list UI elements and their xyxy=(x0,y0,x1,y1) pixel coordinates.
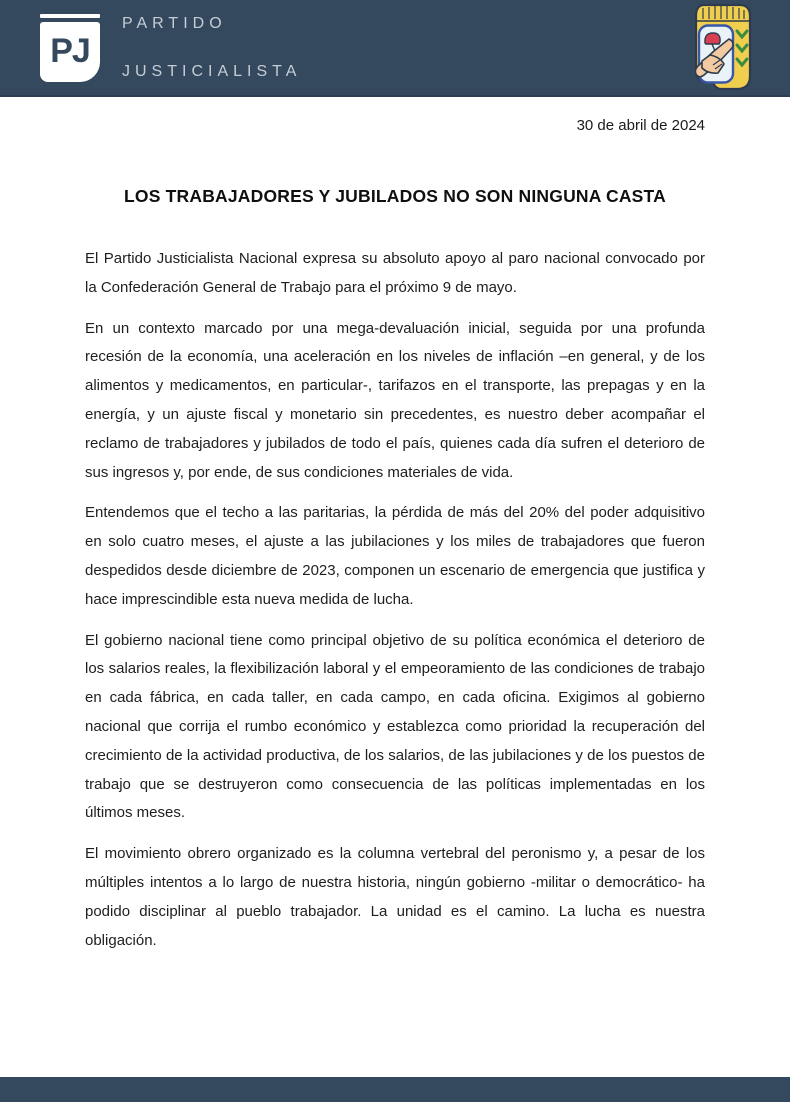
pj-logo-top-bar xyxy=(40,14,100,18)
footer-bar xyxy=(0,1077,790,1102)
org-name-line2: JUSTICIALISTA xyxy=(122,62,302,80)
paragraph: Entendemos que el techo a las paritarias, la pérdida de más del 20% del poder adquisitivo en solo cuatro meses, el ajuste a las jubilaciones y los miles de trabajadores que fueron despedidos desde diciembre de 2023, componen un escenario de emergencia que justifica y hace imprescindible esta nueva medida de lucha. xyxy=(85,504,705,608)
org-name-line1: PARTIDO xyxy=(122,14,227,32)
paragraph: El Partido Justicialista Nacional expresa su absoluto apoyo al paro nacional convocado por la Confederación General de Trabajo para el próximo 9 de mayo. xyxy=(85,250,705,296)
paragraph: El movimiento obrero organizado es la columna vertebral del peronismo y, a pesar de los múltiples intentos a lo largo de nuestra historia, ningún gobierno -militar o democrático- ha podido disciplinar al pueblo trabajador. La unidad es el camino. La lucha es nuestra obligación. xyxy=(85,845,705,949)
pj-logo xyxy=(40,12,301,84)
pj-logo-mark-icon xyxy=(40,14,100,82)
document-date: 30 de abril de 2024 xyxy=(576,117,705,134)
pj-party-crest-icon xyxy=(690,3,754,93)
header-bar xyxy=(0,0,790,97)
pj-logo-initials: PJ xyxy=(50,32,90,70)
document-title: LOS TRABAJADORES Y JUBILADOS NO SON NINGUNA CASTA xyxy=(124,186,666,206)
org-name xyxy=(122,12,301,84)
pj-logo-box xyxy=(40,22,100,82)
paragraph: En un contexto marcado por una mega-devaluación inicial, seguida por una profunda recesión de la economía, una aceleración en los niveles de inflación –en general, y de los alimentos y medicamentos, en particular-, tarifazos en el transporte, las prepagas y en la energía, y un ajuste fiscal y monetario sin precedentes, es nuestro deber acompañar el reclamo de trabajadores y jubilados de todo el país, quienes cada día sufren el deterioro de sus ingresos y, por ende, de sus condiciones materiales de vida. xyxy=(85,319,705,481)
paragraphs xyxy=(0,245,790,955)
paragraph: El gobierno nacional tiene como principal objetivo de su política económica el deterioro de los salarios reales, la flexibilización laboral y el empeoramiento de las condiciones de trabajo en cada fábrica, en cada taller, en cada campo, en cada oficina. Exigimos al gobierno nacional que corrija el rumbo económico y establezca como prioridad la recuperación del crecimiento de la actividad productiva, de los salarios, de las jubilaciones y de los puestos de trabajo que se destruyeron como consecuencia de las políticas implementadas en los últimos meses. xyxy=(85,631,705,822)
